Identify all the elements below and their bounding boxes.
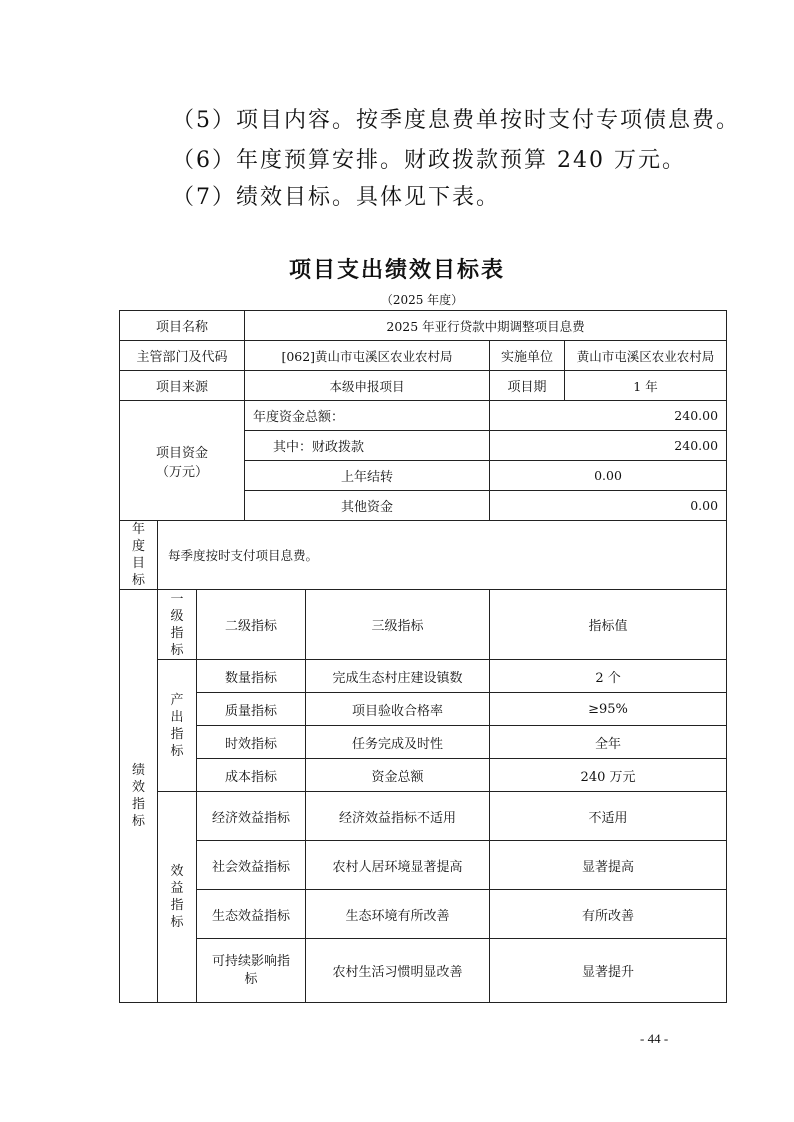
year-note: （2025 年度） bbox=[380, 293, 464, 307]
benefit-level2: 可持续影响指标 bbox=[197, 939, 306, 1003]
period-label: 项目期 bbox=[490, 371, 565, 401]
benefit-level3: 生态环境有所改善 bbox=[306, 890, 490, 939]
benefit-value: 不适用 bbox=[490, 792, 727, 841]
annual-goal-label bbox=[120, 521, 158, 590]
project-name-label: 项目名称 bbox=[120, 311, 245, 341]
paragraph-budget: （6）年度预算安排。财政拨款预算 240 万元。 bbox=[172, 148, 686, 173]
funds-label bbox=[120, 401, 245, 521]
annual-goal-value: 每季度按时支付项目息费。 bbox=[158, 521, 727, 590]
period-value: 1 年 bbox=[565, 371, 727, 401]
level2-header: 二级指标 bbox=[197, 590, 306, 660]
paragraph-goals: （7）绩效目标。具体见下表。 bbox=[172, 185, 500, 210]
output-label-text: 产出指标 bbox=[170, 692, 184, 759]
funds-other-label: 其他资金 bbox=[245, 491, 490, 521]
output-level2: 成本指标 bbox=[197, 759, 306, 792]
table-title: 项目支出绩效目标表 bbox=[288, 258, 505, 283]
output-value: ≥95% bbox=[490, 693, 727, 726]
perf-label bbox=[120, 590, 158, 1003]
source-label: 项目来源 bbox=[120, 371, 245, 401]
page-number: - 44 - bbox=[640, 1031, 669, 1046]
benefit-label bbox=[158, 792, 197, 1003]
output-level2: 质量指标 bbox=[197, 693, 306, 726]
funds-other-value: 0.00 bbox=[490, 491, 727, 521]
benefit-label-text: 效益指标 bbox=[170, 864, 184, 930]
level1-header-text: 一级指标 bbox=[170, 591, 184, 658]
benefit-value: 显著提高 bbox=[490, 841, 727, 890]
output-value: 240 万元 bbox=[490, 759, 727, 792]
output-label bbox=[158, 660, 197, 792]
output-value: 全年 bbox=[490, 726, 727, 759]
project-name-value: 2025 年亚行贷款中期调整项目息费 bbox=[245, 311, 727, 341]
paragraph-project-content: （5）项目内容。按季度息费单按时支付专项债息费。 bbox=[172, 108, 740, 133]
funds-label-line2: （万元） bbox=[155, 464, 208, 480]
output-level3: 完成生态村庄建设镇数 bbox=[306, 660, 490, 693]
output-level3: 任务完成及时性 bbox=[306, 726, 490, 759]
benefit-level2: 生态效益指标 bbox=[197, 890, 306, 939]
output-level3: 资金总额 bbox=[306, 759, 490, 792]
performance-table bbox=[119, 310, 727, 1003]
benefit-level3: 农村人居环境显著提高 bbox=[306, 841, 490, 890]
benefit-value: 显著提升 bbox=[490, 939, 727, 1003]
level1-header bbox=[158, 590, 197, 660]
funds-total-label: 年度资金总额： bbox=[245, 401, 490, 431]
benefit-value: 有所改善 bbox=[490, 890, 727, 939]
dept-label: 主管部门及代码 bbox=[120, 341, 245, 371]
impl-label: 实施单位 bbox=[490, 341, 565, 371]
perf-label-text: 绩效指标 bbox=[132, 763, 146, 829]
funds-total-value: 240.00 bbox=[490, 401, 727, 431]
benefit-level3: 经济效益指标不适用 bbox=[306, 792, 490, 841]
dept-value: [062]黄山市屯溪区农业农村局 bbox=[245, 341, 490, 371]
output-level3: 项目验收合格率 bbox=[306, 693, 490, 726]
level3-header: 三级指标 bbox=[306, 590, 490, 660]
value-header: 指标值 bbox=[490, 590, 727, 660]
funds-carryover-label: 上年结转 bbox=[245, 461, 490, 491]
benefit-level3: 农村生活习惯明显改善 bbox=[306, 939, 490, 1003]
funds-fiscal-label: 其中：财政拨款 bbox=[245, 431, 490, 461]
output-level2: 时效指标 bbox=[197, 726, 306, 759]
impl-value: 黄山市屯溪区农业农村局 bbox=[565, 341, 727, 371]
output-value: 2 个 bbox=[490, 660, 727, 693]
benefit-level2: 经济效益指标 bbox=[197, 792, 306, 841]
funds-carryover-value: 0.00 bbox=[490, 461, 727, 491]
funds-label-line1: 项目资金 bbox=[155, 445, 208, 461]
source-value: 本级申报项目 bbox=[245, 371, 490, 401]
funds-fiscal-value: 240.00 bbox=[490, 431, 727, 461]
output-level2: 数量指标 bbox=[197, 660, 306, 693]
annual-goal-label-text: 年度目标 bbox=[132, 522, 146, 588]
benefit-level2: 社会效益指标 bbox=[197, 841, 306, 890]
